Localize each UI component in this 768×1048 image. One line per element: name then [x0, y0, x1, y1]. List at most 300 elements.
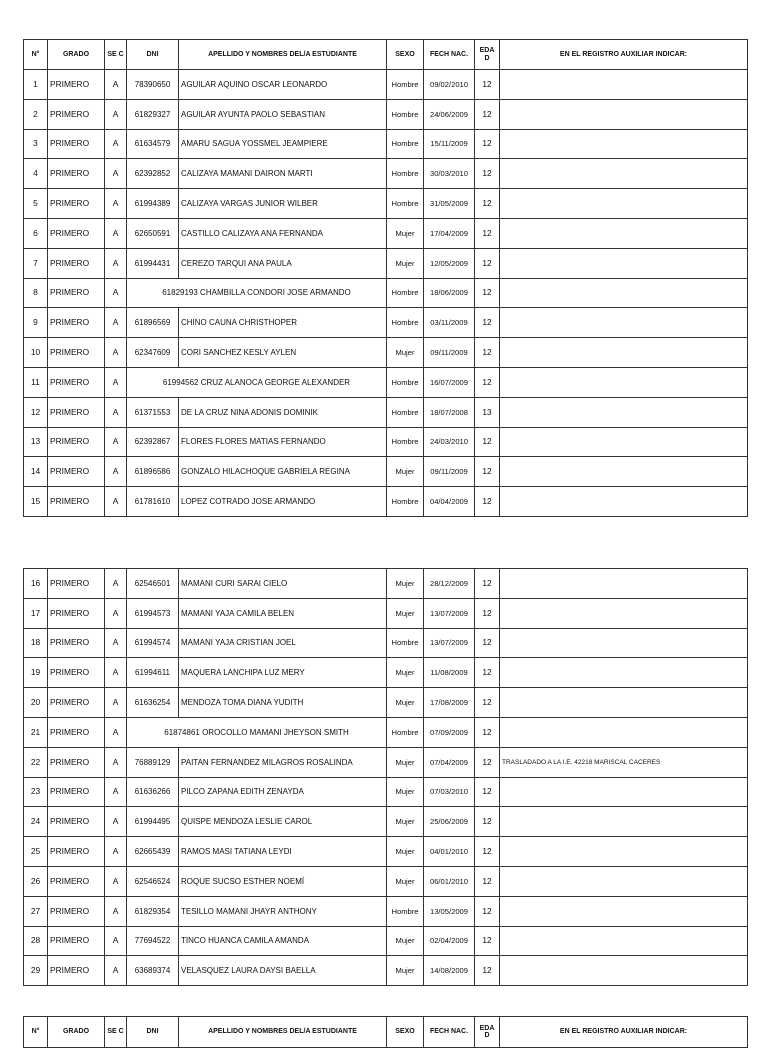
student-section: A — [105, 837, 127, 867]
student-sex: Mujer — [387, 688, 424, 718]
student-sex: Hombre — [387, 129, 424, 159]
student-number: 24 — [24, 807, 48, 837]
student-sex: Mujer — [387, 569, 424, 599]
student-grade: PRIMERO — [48, 747, 105, 777]
student-age: 12 — [475, 99, 500, 129]
student-birth-date: 24/03/2010 — [424, 427, 475, 457]
header-student-name: APELLIDO Y NOMBRES DEL/A ESTUDIANTE — [179, 1017, 387, 1048]
student-birth-date: 24/06/2009 — [424, 99, 475, 129]
student-dni: 61371553 — [127, 397, 179, 427]
student-number: 15 — [24, 487, 48, 517]
student-age: 12 — [475, 338, 500, 368]
student-number: 26 — [24, 866, 48, 896]
student-section: A — [105, 427, 127, 457]
student-dni: 62546501 — [127, 569, 179, 599]
student-section: A — [105, 218, 127, 248]
student-birth-date: 15/11/2009 — [424, 129, 475, 159]
student-grade: PRIMERO — [48, 896, 105, 926]
student-section: A — [105, 248, 127, 278]
table-row — [24, 457, 748, 487]
student-age: 12 — [475, 807, 500, 837]
student-dni-and-name: 61874861 OROCOLLO MAMANI JHEYSON SMITH — [127, 717, 387, 747]
header-sex: SEXO — [387, 40, 424, 70]
student-number: 21 — [24, 717, 48, 747]
student-age: 12 — [475, 457, 500, 487]
student-age: 12 — [475, 598, 500, 628]
student-observation — [500, 457, 748, 487]
student-section: A — [105, 70, 127, 100]
student-number: 19 — [24, 658, 48, 688]
student-name: MAMANI CURI SARAI CIELO — [179, 569, 387, 599]
student-table-page-3-header — [23, 1016, 748, 1048]
student-grade: PRIMERO — [48, 189, 105, 219]
table-row — [24, 658, 748, 688]
student-section: A — [105, 308, 127, 338]
table-row — [24, 866, 748, 896]
student-observation — [500, 218, 748, 248]
student-name: AGUILAR AYUNTA PAOLO SEBASTIAN — [179, 99, 387, 129]
student-number: 20 — [24, 688, 48, 718]
student-section: A — [105, 569, 127, 599]
student-age: 12 — [475, 747, 500, 777]
student-sex: Hombre — [387, 278, 424, 308]
student-dni: 62650591 — [127, 218, 179, 248]
table-row — [24, 367, 748, 397]
student-grade: PRIMERO — [48, 129, 105, 159]
student-age: 12 — [475, 278, 500, 308]
student-name: CASTILLO CALIZAYA ANA FERNANDA — [179, 218, 387, 248]
student-age: 12 — [475, 159, 500, 189]
student-birth-date: 07/04/2009 — [424, 747, 475, 777]
table-row — [24, 308, 748, 338]
student-dni: 61994611 — [127, 658, 179, 688]
table-row — [24, 807, 748, 837]
student-number: 4 — [24, 159, 48, 189]
student-age: 12 — [475, 896, 500, 926]
student-sex: Hombre — [387, 427, 424, 457]
student-dni: 62392852 — [127, 159, 179, 189]
table-row — [24, 569, 748, 599]
student-number: 8 — [24, 278, 48, 308]
student-number: 14 — [24, 457, 48, 487]
table-row — [24, 956, 748, 986]
student-observation — [500, 598, 748, 628]
student-number: 25 — [24, 837, 48, 867]
student-age: 13 — [475, 397, 500, 427]
student-number: 16 — [24, 569, 48, 599]
student-observation — [500, 487, 748, 517]
table-row — [24, 717, 748, 747]
student-sex: Hombre — [387, 70, 424, 100]
student-grade: PRIMERO — [48, 777, 105, 807]
student-grade: PRIMERO — [48, 218, 105, 248]
student-observation — [500, 926, 748, 956]
student-sex: Hombre — [387, 628, 424, 658]
student-number: 2 — [24, 99, 48, 129]
student-name: CHINO CAUNA CHRISTHOPER — [179, 308, 387, 338]
student-observation — [500, 896, 748, 926]
student-grade: PRIMERO — [48, 457, 105, 487]
student-number: 23 — [24, 777, 48, 807]
student-dni: 61994574 — [127, 628, 179, 658]
student-grade: PRIMERO — [48, 569, 105, 599]
student-age: 12 — [475, 956, 500, 986]
student-section: A — [105, 866, 127, 896]
header-grade: GRADO — [48, 1017, 105, 1048]
student-sex: Mujer — [387, 338, 424, 368]
student-observation — [500, 956, 748, 986]
student-observation — [500, 397, 748, 427]
student-grade: PRIMERO — [48, 308, 105, 338]
table-row — [24, 837, 748, 867]
student-section: A — [105, 717, 127, 747]
student-sex: Mujer — [387, 218, 424, 248]
table-row — [24, 218, 748, 248]
student-number: 17 — [24, 598, 48, 628]
student-birth-date: 04/01/2010 — [424, 837, 475, 867]
student-birth-date: 17/08/2009 — [424, 688, 475, 718]
student-section: A — [105, 367, 127, 397]
header-student-name: APELLIDO Y NOMBRES DEL/A ESTUDIANTE — [179, 40, 387, 70]
student-age: 12 — [475, 308, 500, 338]
student-observation — [500, 807, 748, 837]
student-number: 27 — [24, 896, 48, 926]
student-birth-date: 28/12/2009 — [424, 569, 475, 599]
table-row — [24, 70, 748, 100]
student-grade: PRIMERO — [48, 367, 105, 397]
header-section: SE C — [105, 40, 127, 70]
table-row — [24, 159, 748, 189]
student-section: A — [105, 628, 127, 658]
student-observation — [500, 70, 748, 100]
student-dni: 61994389 — [127, 189, 179, 219]
student-sex: Hombre — [387, 717, 424, 747]
student-grade: PRIMERO — [48, 688, 105, 718]
student-observation: TRASLADADO A LA I.E. 42218 MARISCAL CACERES — [500, 747, 748, 777]
header-sex: SEXO — [387, 1017, 424, 1048]
student-birth-date: 11/08/2009 — [424, 658, 475, 688]
student-age: 12 — [475, 218, 500, 248]
student-age: 12 — [475, 427, 500, 457]
student-sex: Mujer — [387, 807, 424, 837]
table-row — [24, 427, 748, 457]
student-dni: 61829327 — [127, 99, 179, 129]
student-sex: Hombre — [387, 367, 424, 397]
student-sex: Hombre — [387, 896, 424, 926]
header-birth-date: FECH NAC. — [424, 40, 475, 70]
table-row — [24, 99, 748, 129]
table-row — [24, 338, 748, 368]
student-grade: PRIMERO — [48, 278, 105, 308]
student-number: 28 — [24, 926, 48, 956]
student-birth-date: 13/07/2009 — [424, 628, 475, 658]
student-section: A — [105, 338, 127, 368]
student-dni: 61829354 — [127, 896, 179, 926]
student-sex: Hombre — [387, 159, 424, 189]
student-sex: Mujer — [387, 926, 424, 956]
table-row — [24, 487, 748, 517]
student-number: 10 — [24, 338, 48, 368]
student-section: A — [105, 896, 127, 926]
table-body — [24, 569, 748, 986]
student-grade: PRIMERO — [48, 487, 105, 517]
student-birth-date: 07/03/2010 — [424, 777, 475, 807]
student-grade: PRIMERO — [48, 159, 105, 189]
student-section: A — [105, 688, 127, 718]
student-birth-date: 25/06/2009 — [424, 807, 475, 837]
student-grade: PRIMERO — [48, 717, 105, 747]
student-grade: PRIMERO — [48, 598, 105, 628]
student-name: MAMANI YAJA CRISTIAN JOEL — [179, 628, 387, 658]
table-row — [24, 397, 748, 427]
student-number: 3 — [24, 129, 48, 159]
student-dni: 61896586 — [127, 457, 179, 487]
student-age: 12 — [475, 189, 500, 219]
student-number: 29 — [24, 956, 48, 986]
student-section: A — [105, 487, 127, 517]
student-section: A — [105, 777, 127, 807]
student-observation — [500, 777, 748, 807]
student-sex: Hombre — [387, 99, 424, 129]
student-age: 12 — [475, 866, 500, 896]
student-observation — [500, 99, 748, 129]
student-name: FLORES FLORES MATIAS FERNANDO — [179, 427, 387, 457]
student-dni: 76889129 — [127, 747, 179, 777]
student-sex: Hombre — [387, 189, 424, 219]
student-name: CALIZAYA VARGAS JUNIOR WILBER — [179, 189, 387, 219]
student-grade: PRIMERO — [48, 99, 105, 129]
student-birth-date: 07/09/2009 — [424, 717, 475, 747]
student-dni: 61994431 — [127, 248, 179, 278]
student-grade: PRIMERO — [48, 807, 105, 837]
student-observation — [500, 717, 748, 747]
table-row — [24, 129, 748, 159]
student-birth-date: 16/07/2009 — [424, 367, 475, 397]
student-section: A — [105, 956, 127, 986]
student-sex: Mujer — [387, 747, 424, 777]
student-name: TINCO HUANCA CAMILA AMANDA — [179, 926, 387, 956]
student-name: GONZALO HILACHOQUE GABRIELA REGINA — [179, 457, 387, 487]
header-num: N° — [24, 1017, 48, 1048]
student-section: A — [105, 457, 127, 487]
student-dni: 61994495 — [127, 807, 179, 837]
student-birth-date: 17/04/2009 — [424, 218, 475, 248]
student-sex: Mujer — [387, 248, 424, 278]
student-section: A — [105, 189, 127, 219]
table-row — [24, 278, 748, 308]
student-name: ROQUE SUCSO ESTHER NOEMÍ — [179, 866, 387, 896]
header-dni: DNI — [127, 1017, 179, 1048]
student-birth-date: 13/07/2009 — [424, 598, 475, 628]
student-number: 9 — [24, 308, 48, 338]
student-number: 22 — [24, 747, 48, 777]
student-observation — [500, 129, 748, 159]
student-number: 1 — [24, 70, 48, 100]
student-number: 5 — [24, 189, 48, 219]
student-sex: Hombre — [387, 308, 424, 338]
student-sex: Mujer — [387, 777, 424, 807]
student-section: A — [105, 598, 127, 628]
student-number: 18 — [24, 628, 48, 658]
student-observation — [500, 308, 748, 338]
student-section: A — [105, 99, 127, 129]
student-birth-date: 12/05/2009 — [424, 248, 475, 278]
student-number: 13 — [24, 427, 48, 457]
student-dni: 61636254 — [127, 688, 179, 718]
student-grade: PRIMERO — [48, 837, 105, 867]
student-section: A — [105, 159, 127, 189]
header-birth-date: FECH NAC. — [424, 1017, 475, 1048]
student-age: 12 — [475, 70, 500, 100]
student-section: A — [105, 747, 127, 777]
student-grade: PRIMERO — [48, 397, 105, 427]
student-sex: Mujer — [387, 956, 424, 986]
header-age: EDA D — [475, 1017, 500, 1048]
student-name: LOPEZ COTRADO JOSE ARMANDO — [179, 487, 387, 517]
student-age: 12 — [475, 837, 500, 867]
student-sex: Hombre — [387, 397, 424, 427]
student-dni: 61994573 — [127, 598, 179, 628]
student-grade: PRIMERO — [48, 866, 105, 896]
student-grade: PRIMERO — [48, 70, 105, 100]
student-dni: 61896569 — [127, 308, 179, 338]
header-auxiliary-register: EN EL REGISTRO AUXILIAR INDICAR: — [500, 1017, 748, 1048]
student-age: 12 — [475, 777, 500, 807]
student-age: 12 — [475, 717, 500, 747]
student-name: AMARU SAGUA YOSSMEL JEAMPIERE — [179, 129, 387, 159]
student-number: 11 — [24, 367, 48, 397]
header-section: SE C — [105, 1017, 127, 1048]
header-auxiliary-register: EN EL REGISTRO AUXILIAR INDICAR: — [500, 40, 748, 70]
student-sex: Hombre — [387, 487, 424, 517]
table-row — [24, 777, 748, 807]
student-age: 12 — [475, 926, 500, 956]
student-dni: 62392867 — [127, 427, 179, 457]
student-birth-date: 09/02/2010 — [424, 70, 475, 100]
student-observation — [500, 569, 748, 599]
student-dni: 62347609 — [127, 338, 179, 368]
student-name: TESILLO MAMANI JHAYR ANTHONY — [179, 896, 387, 926]
student-age: 12 — [475, 569, 500, 599]
student-observation — [500, 427, 748, 457]
student-grade: PRIMERO — [48, 956, 105, 986]
student-grade: PRIMERO — [48, 248, 105, 278]
student-observation — [500, 658, 748, 688]
student-birth-date: 14/08/2009 — [424, 956, 475, 986]
student-dni: 61634579 — [127, 129, 179, 159]
student-dni: 62546524 — [127, 866, 179, 896]
table-body — [24, 70, 748, 517]
header-num: N° — [24, 40, 48, 70]
student-name: AGUILAR AQUINO OSCAR LEONARDO — [179, 70, 387, 100]
student-observation — [500, 248, 748, 278]
header-age: EDA D — [475, 40, 500, 70]
student-observation — [500, 189, 748, 219]
student-sex: Mujer — [387, 457, 424, 487]
student-dni: 62665439 — [127, 837, 179, 867]
student-dni: 78390650 — [127, 70, 179, 100]
student-observation — [500, 367, 748, 397]
student-name: PAITAN FERNANDEZ MILAGROS ROSALINDA — [179, 747, 387, 777]
student-dni-and-name: 61994562 CRUZ ALANOCA GEORGE ALEXANDER — [127, 367, 387, 397]
student-grade: PRIMERO — [48, 338, 105, 368]
student-sex: Mujer — [387, 598, 424, 628]
student-observation — [500, 837, 748, 867]
table-row — [24, 189, 748, 219]
table-row — [24, 628, 748, 658]
student-birth-date: 04/04/2009 — [424, 487, 475, 517]
student-birth-date: 06/01/2010 — [424, 866, 475, 896]
table-row — [24, 688, 748, 718]
student-birth-date: 09/11/2009 — [424, 338, 475, 368]
student-age: 12 — [475, 367, 500, 397]
student-sex: Mujer — [387, 837, 424, 867]
student-section: A — [105, 397, 127, 427]
student-grade: PRIMERO — [48, 628, 105, 658]
student-age: 12 — [475, 628, 500, 658]
table-row — [24, 896, 748, 926]
table-row — [24, 598, 748, 628]
table-row — [24, 248, 748, 278]
student-dni: 77694522 — [127, 926, 179, 956]
student-age: 12 — [475, 248, 500, 278]
student-name: DE LA CRUZ NINA ADONIS DOMINIK — [179, 397, 387, 427]
student-sex: Mujer — [387, 866, 424, 896]
table-row — [24, 926, 748, 956]
student-name: QUISPE MENDOZA LESLIE CAROL — [179, 807, 387, 837]
student-name: VELASQUEZ LAURA DAYSI BAELLA — [179, 956, 387, 986]
student-birth-date: 30/03/2010 — [424, 159, 475, 189]
student-grade: PRIMERO — [48, 926, 105, 956]
student-section: A — [105, 658, 127, 688]
student-name: MAMANI YAJA CAMILA BELEN — [179, 598, 387, 628]
student-sex: Mujer — [387, 658, 424, 688]
student-grade: PRIMERO — [48, 658, 105, 688]
student-name: MENDOZA TOMA DIANA YUDITH — [179, 688, 387, 718]
student-number: 12 — [24, 397, 48, 427]
student-age: 12 — [475, 487, 500, 517]
student-section: A — [105, 129, 127, 159]
student-birth-date: 03/11/2009 — [424, 308, 475, 338]
student-grade: PRIMERO — [48, 427, 105, 457]
student-age: 12 — [475, 129, 500, 159]
student-observation — [500, 688, 748, 718]
student-dni: 61781610 — [127, 487, 179, 517]
student-birth-date: 02/04/2009 — [424, 926, 475, 956]
student-name: CORI SANCHEZ KESLY AYLEN — [179, 338, 387, 368]
student-birth-date: 18/07/2008 — [424, 397, 475, 427]
student-name: CEREZO TARQUI ANA PAULA — [179, 248, 387, 278]
student-dni: 63689374 — [127, 956, 179, 986]
student-observation — [500, 628, 748, 658]
student-dni-and-name: 61829193 CHAMBILLA CONDORI JOSE ARMANDO — [127, 278, 387, 308]
student-name: CALIZAYA MAMANI DAIRON MARTI — [179, 159, 387, 189]
student-observation — [500, 866, 748, 896]
header-grade: GRADO — [48, 40, 105, 70]
student-birth-date: 18/06/2009 — [424, 278, 475, 308]
student-name: MAQUERA LANCHIPA LUZ MERY — [179, 658, 387, 688]
student-birth-date: 09/11/2009 — [424, 457, 475, 487]
student-observation — [500, 159, 748, 189]
student-name: RAMOS MASI TATIANA LEYDI — [179, 837, 387, 867]
student-name: PILCO ZAPANA EDITH ZENAYDA — [179, 777, 387, 807]
student-birth-date: 13/05/2009 — [424, 896, 475, 926]
student-number: 6 — [24, 218, 48, 248]
table-row — [24, 747, 748, 777]
student-observation — [500, 278, 748, 308]
student-number: 7 — [24, 248, 48, 278]
student-observation — [500, 338, 748, 368]
